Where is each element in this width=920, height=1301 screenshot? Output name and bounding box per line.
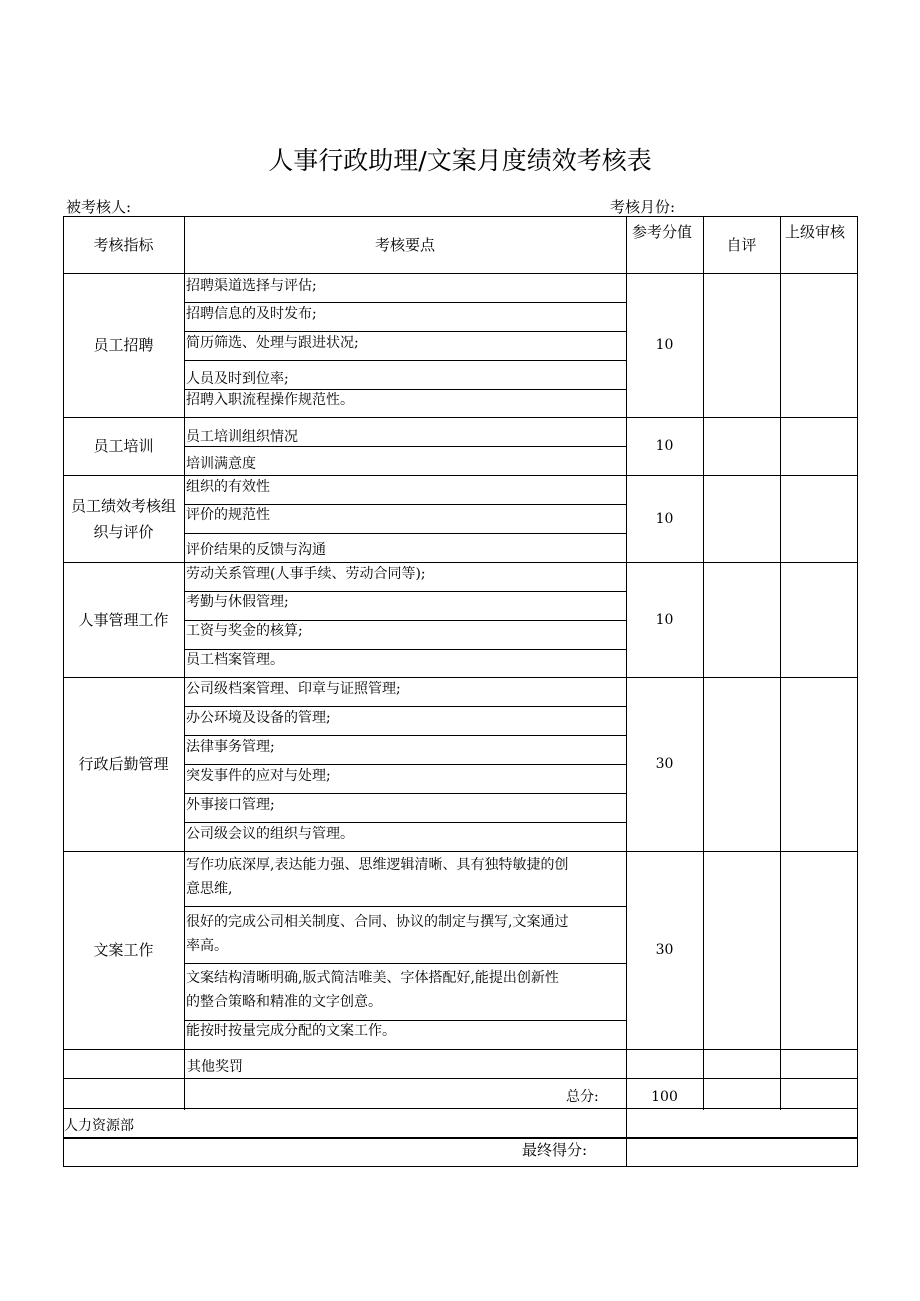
total-label: 总分: <box>566 1089 599 1105</box>
rule <box>63 1108 858 1109</box>
col-header-supervisor-review: 上级审核 <box>785 223 846 241</box>
point-item-line: 能按时按量完成分配的文案工作。 <box>186 1023 396 1039</box>
col-header-points: 考核要点 <box>374 235 435 254</box>
indicator-training: 员工培训 <box>93 437 154 455</box>
score-copywriting: 30 <box>655 942 674 958</box>
rule <box>63 1049 858 1050</box>
score-training: 10 <box>655 438 674 454</box>
point-item: 劳动关系管理(人事手续、劳动合同等); <box>186 566 426 582</box>
point-item-line: 写作功底深厚,表达能力强、思维逻辑清晰、具有独特敏捷的创 <box>186 857 569 873</box>
point-item: 简历筛选、处理与跟进状况; <box>186 335 359 351</box>
score-hr-management: 10 <box>655 611 674 628</box>
rule <box>703 216 704 1110</box>
point-item: 组织的有效性 <box>186 479 270 495</box>
point-item: 培训满意度 <box>186 456 256 472</box>
point-item: 突发事件的应对与处理; <box>186 768 331 784</box>
score-recruitment: 10 <box>655 337 674 353</box>
indicator-performance <box>63 475 184 562</box>
score-admin-logistics: 30 <box>655 756 674 772</box>
examinee-label: 被考核人: <box>66 198 132 216</box>
point-item: 法律事务管理; <box>186 739 275 755</box>
indicator-recruitment: 员工招聘 <box>93 336 154 354</box>
indicator-admin-logistics: 行政后勤管理 <box>78 755 169 773</box>
rule <box>184 360 626 361</box>
rule <box>184 963 626 964</box>
point-item-line: 的整合策略和精准的文字创意。 <box>186 994 382 1010</box>
col-header-indicator: 考核指标 <box>93 235 154 254</box>
col-header-self-eval: 自评 <box>726 236 757 254</box>
point-item: 招聘渠道选择与评估; <box>186 278 317 294</box>
point-item: 公司级会议的组织与管理。 <box>186 826 354 842</box>
rule <box>184 533 626 534</box>
indicator-line: 织与评价 <box>93 522 154 541</box>
point-item: 员工培训组织情况 <box>186 429 298 445</box>
col-header-reference-score: 参考分值 <box>632 223 693 241</box>
point-item: 人员及时到位率; <box>186 371 289 387</box>
rule <box>184 906 626 907</box>
point-item: 招聘信息的及时发布; <box>186 306 317 322</box>
score-performance: 10 <box>655 510 674 527</box>
point-item: 员工档案管理。 <box>186 652 284 668</box>
point-item: 评价的规范性 <box>186 507 270 523</box>
page-title: 人事行政助理/文案月度绩效考核表 <box>268 146 652 175</box>
point-item: 工资与奖金的核算; <box>186 623 303 639</box>
month-label: 考核月份: <box>610 198 676 216</box>
point-item-line: 率高。 <box>186 938 228 954</box>
rule <box>63 1078 858 1079</box>
total-score: 100 <box>651 1089 678 1105</box>
point-item: 办公环境及设备的管理; <box>186 710 331 726</box>
point-item: 公司级档案管理、印章与证照管理; <box>186 681 401 697</box>
other-rewards: 其他奖罚 <box>187 1059 243 1075</box>
point-item-line: 意思维, <box>186 881 233 897</box>
rule <box>184 216 185 1110</box>
point-item: 招聘入职流程操作规范性。 <box>186 392 354 408</box>
rule <box>626 1137 627 1167</box>
point-item-line: 很好的完成公司相关制度、合同、协议的制定与撰写,文案通过 <box>186 914 569 930</box>
point-item-line: 文案结构清晰明确,版式简洁唯美、字体搭配好,能提出创新性 <box>186 970 559 986</box>
indicator-hr-management: 人事管理工作 <box>78 610 169 629</box>
indicator-copywriting: 文案工作 <box>93 941 154 959</box>
point-item: 考勤与休假管理; <box>186 594 289 610</box>
point-item: 评价结果的反馈与沟通 <box>186 542 326 558</box>
rule <box>780 216 781 1110</box>
final-score-row <box>63 1137 858 1167</box>
hr-department: 人力资源部 <box>64 1118 134 1134</box>
point-item: 外事接口管理; <box>186 797 275 813</box>
final-score-label: 最终得分: <box>522 1141 588 1159</box>
indicator-line: 员工绩效考核组 <box>70 496 176 515</box>
